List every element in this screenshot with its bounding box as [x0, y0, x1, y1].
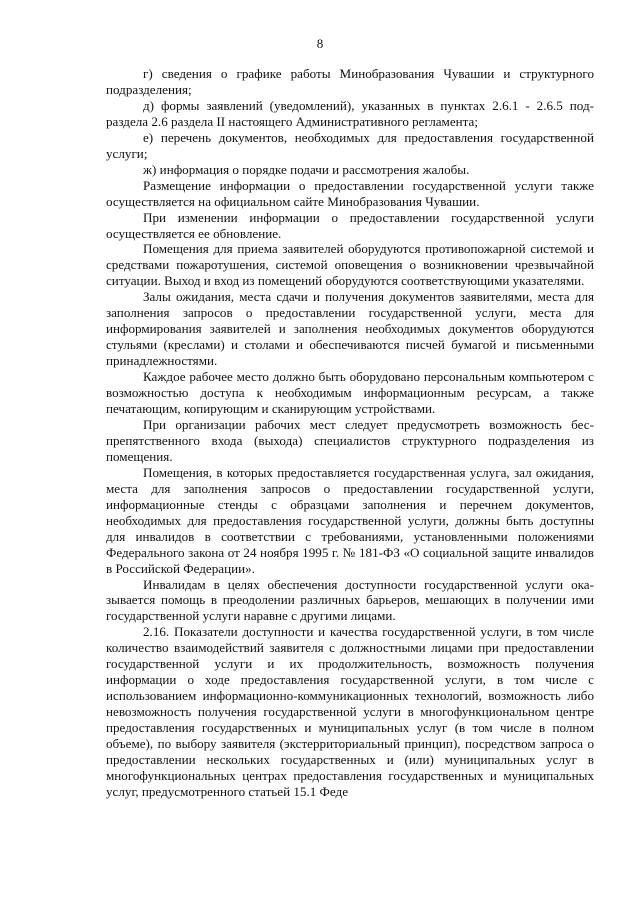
page-number: 8: [316, 36, 324, 51]
paragraph-disabled-accessibility: Помещения, в которых предоставляется государственная услуга, зал ожидания, места для заполнения запросов о предоставлении государственной услуги, информационные стенды с образцами заполнения и перечнем документов, необходимых для предоставления государственной услуги, должны быть доступны для инвалидов в соответствии с требованиями, установленными положениями Федерального закона от 24 ноября 1995 г. № 181-ФЗ «О социальной защите инвалидов в Российской Федерации».: [106, 464, 594, 576]
paragraph-website-publication: Размещение информации о предоставлении государственной услуги также осуществляется на официальном сайте Минобразования Чувашии.: [106, 177, 594, 209]
paragraph-workplace-equipment: Каждое рабочее место должно быть оборудовано персональным компьютером с возможностью доступа к необходимым информационным ресурсам, а также печатающим, копирующим и сканирующим устройствами.: [106, 369, 594, 417]
paragraph-complaint-procedure: ж) информация о порядке подачи и рассмотрения жалобы.: [143, 161, 470, 177]
paragraph-workplace-access: При организации рабочих мест следует предусмотреть возможность беспрепятственного входа (выхода) специалистов структурного подразделения из помещения.: [106, 416, 594, 464]
paragraph-info-update: При изменении информации о предоставлении государственной услуги осуществляется ее обновление.: [106, 209, 594, 241]
paragraph-documents-list: е) перечень документов, необходимых для предоставления государственной услуги;: [106, 129, 594, 161]
paragraph-section-2-16: 2.16. Показатели доступности и качества государственной услуги, в том числе количество взаимодействий заявителя с должностными лицами при предоставлении государственной услуги и их продолжительность, возможность получения информации о ходе предоставления государственной услуги, в том числе с использованием информационно-коммуникационных технологий, возможность либо невозможность получения государственной услуги в многофункциональном центре предоставления государственных и муниципальных услуг (в том числе в полном объеме), по выбору заявителя (экстерриториальный принцип), посредством запроса о предоставлении нескольких государственных и (или) муниципальных услуг в многофункциональных центрах предоставления государственных и муниципальных услуг, предусмотренного статьей 15.1 Феде: [106, 624, 594, 799]
paragraph-disabled-assistance: Инвалидам в целях обеспечения доступности государственной услуги оказывается помощь в преодолении различных барьеров, мешающих в получении ими государственной услуги наравне с другими лицами.: [106, 576, 594, 624]
paragraph-premises-fire-safety: Помещения для приема заявителей оборудуются противопожарной системой и средствами пожаротушения, системой оповещения о возникновении чрезвычайной ситуации. Выход и вход из помещений оборудуются соответствующими указателями.: [106, 241, 594, 289]
paragraph-waiting-halls: Залы ожидания, места сдачи и получения документов заявителями, места для заполнения запросов о предоставлении государственной услуги, места для информирования заявителей и заполнения необходимых документов оборудуются стульями (креслами) и столами и обеспечиваются писчей бумагой и письменными принадлежностями.: [106, 289, 594, 369]
document-body: [106, 66, 594, 800]
paragraph-application-forms: д) формы заявлений (уведомлений), указанных в пунктах 2.6.1 - 2.6.5 подраздела 2.6 раздела II настоящего Административного регламента;: [106, 97, 594, 129]
paragraph-schedule-info: г) сведения о графике работы Минобразования Чувашии и структурного подразделения;: [106, 66, 594, 97]
